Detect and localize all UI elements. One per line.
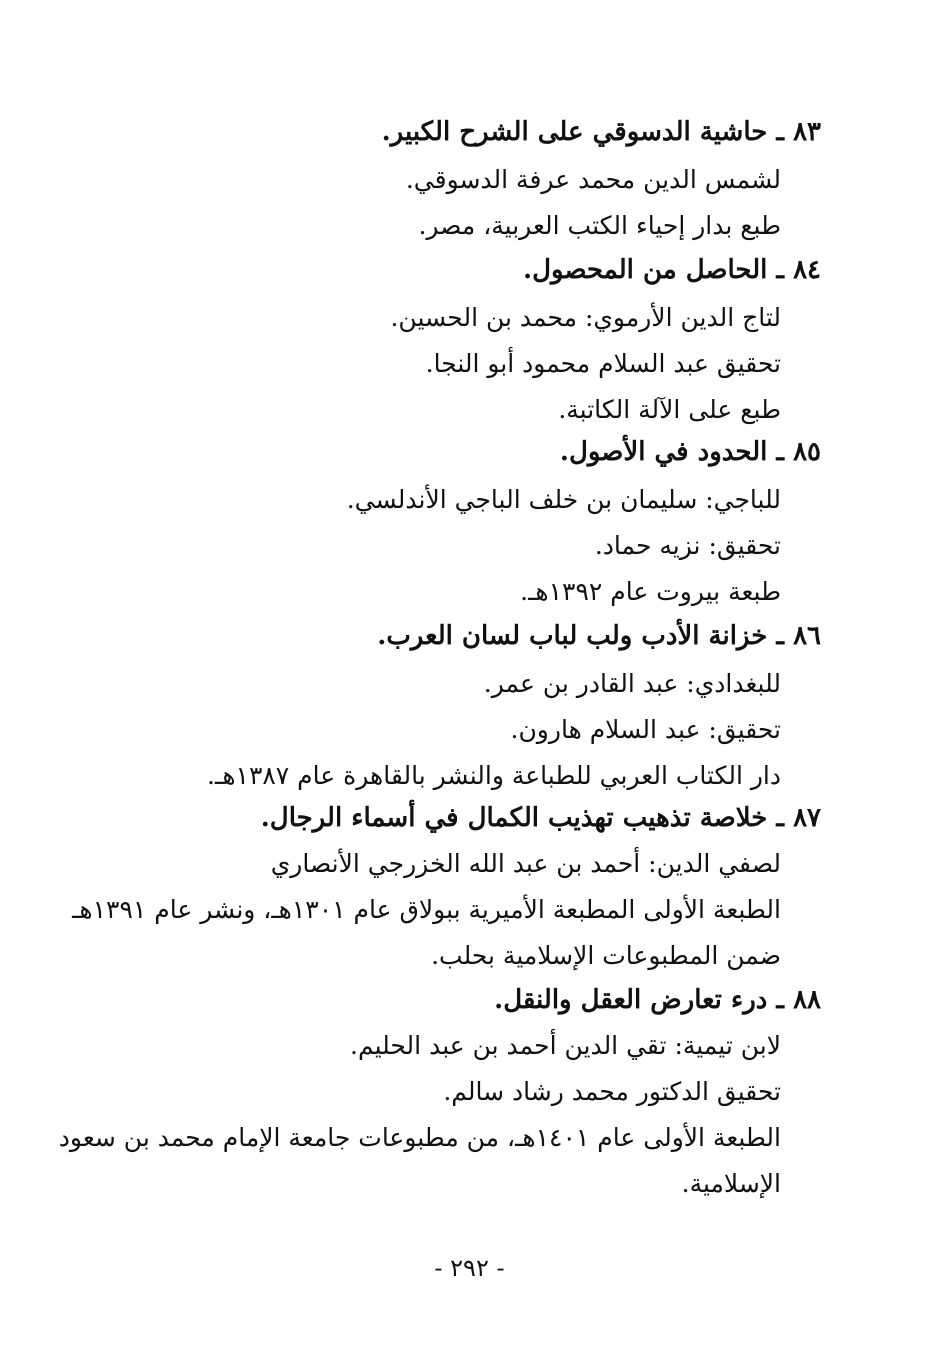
entry-heading-88: ٨٨ ـ درء تعارض العقل والنقل. xyxy=(494,985,821,1015)
entry-line: الطبعة الأولى عام ١٤٠١هـ، من مطبوعات جامعة الإمام محمد بن سعود xyxy=(58,1123,781,1152)
entry-heading-85: ٨٥ ـ الحدود في الأصول. xyxy=(559,437,821,467)
entry-line: الطبعة الأولى المطبعة الأميرية ببولاق عام ١٣٠١هـ، ونشر عام ١٣٩١هـ xyxy=(72,895,781,924)
entry-line: لصفي الدين: أحمد بن عبد الله الخزرجي الأنصاري xyxy=(270,849,781,878)
page-number: - ٢٩٢ - xyxy=(434,1254,505,1282)
entry-line: لتاج الدين الأرموي: محمد بن الحسين. xyxy=(390,303,781,332)
entry-line: طبع بدار إحياء الكتب العربية، مصر. xyxy=(418,211,781,240)
entry-line: تحقيق الدكتور محمد رشاد سالم. xyxy=(443,1077,781,1106)
entry-heading-86: ٨٦ ـ خزانة الأدب ولب لباب لسان العرب. xyxy=(377,621,821,651)
entry-line: طبع على الآلة الكاتبة. xyxy=(558,395,781,424)
entry-line: تحقيق عبد السلام محمود أبو النجا. xyxy=(425,349,781,378)
entry-line: طبعة بيروت عام ١٣٩٢هـ. xyxy=(520,577,781,606)
entry-line: لابن تيمية: تقي الدين أحمد بن عبد الحليم. xyxy=(350,1031,781,1060)
entry-line: لشمس الدين محمد عرفة الدسوقي. xyxy=(405,165,781,194)
entry-heading-84: ٨٤ ـ الحاصل من المحصول. xyxy=(523,255,821,285)
entry-line: تحقيق: عبد السلام هارون. xyxy=(510,715,781,744)
entry-line: دار الكتاب العربي للطباعة والنشر بالقاهرة عام ١٣٨٧هـ. xyxy=(207,761,781,790)
entry-heading-87: ٨٧ ـ خلاصة تذهيب تهذيب الكمال في أسماء الرجال. xyxy=(260,803,821,833)
entry-heading-83: ٨٣ ـ حاشية الدسوقي على الشرح الكبير. xyxy=(381,117,821,147)
entry-line: الإسلامية. xyxy=(681,1169,781,1198)
entry-line: للباجي: سليمان بن خلف الباجي الأندلسي. xyxy=(346,485,781,514)
entry-line: تحقيق: نزيه حماد. xyxy=(594,531,781,560)
entry-line: ضمن المطبوعات الإسلامية بحلب. xyxy=(431,941,781,970)
entry-line: للبغدادي: عبد القادر بن عمر. xyxy=(483,669,781,698)
